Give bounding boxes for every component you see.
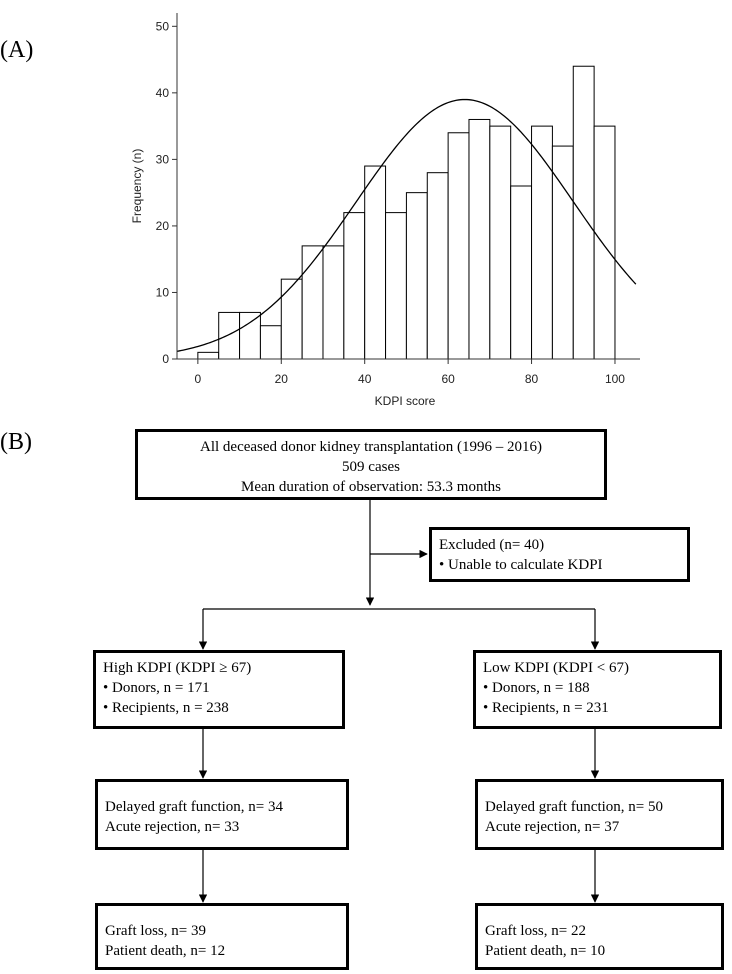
histogram-bar <box>344 213 365 359</box>
high-acute-rejection: Acute rejection, n= 33 <box>105 819 240 835</box>
histogram-bar <box>323 246 344 359</box>
histogram-bar <box>240 312 261 359</box>
low-acute-rejection: Acute rejection, n= 37 <box>485 819 620 835</box>
x-tick-label: 40 <box>358 372 372 386</box>
histogram-bar <box>260 326 281 359</box>
low-loss-box <box>475 903 724 970</box>
histogram-bar <box>594 126 615 359</box>
low-kdpi-donors: • Donors, n = 188 <box>483 680 590 696</box>
histogram-bar <box>386 213 407 359</box>
histogram-bar <box>427 173 448 359</box>
high-kdpi-box <box>93 650 345 729</box>
histogram-bar <box>198 352 219 359</box>
high-outcomes-box <box>95 779 349 850</box>
high-graft-loss: Graft loss, n= 39 <box>105 923 206 939</box>
x-tick-label: 0 <box>194 372 202 386</box>
excluded-box <box>429 527 690 582</box>
y-tick-label: 0 <box>162 352 169 366</box>
histogram-bar <box>281 279 302 359</box>
x-axis-title: KDPI score <box>374 394 436 408</box>
histogram-bar <box>552 146 573 359</box>
histogram-bar <box>365 166 386 359</box>
high-delayed-graft: Delayed graft function, n= 34 <box>105 799 283 815</box>
low-delayed-graft: Delayed graft function, n= 50 <box>485 799 663 815</box>
excluded-count: Excluded (n= 40) <box>439 537 545 553</box>
panel-label-b: (B) <box>0 429 32 455</box>
y-tick-label: 30 <box>155 152 169 167</box>
x-tick-label: 20 <box>274 372 288 386</box>
y-axis-title: Frequency (n) <box>130 148 144 224</box>
x-tick-label: 100 <box>604 372 625 386</box>
high-patient-death: Patient death, n= 12 <box>105 943 226 959</box>
kdpi-histogram <box>0 0 732 420</box>
histogram-bar <box>469 119 490 359</box>
y-tick-label: 20 <box>155 218 169 233</box>
histogram-bar <box>532 126 553 359</box>
excluded-reason: • Unable to calculate KDPI <box>439 557 603 573</box>
low-kdpi-box <box>473 650 722 729</box>
histogram-bar <box>448 133 469 359</box>
histogram-bar <box>406 193 427 359</box>
low-kdpi-title: Low KDPI (KDPI < 67) <box>483 660 629 676</box>
high-kdpi-title: High KDPI (KDPI ≥ 67) <box>103 660 252 676</box>
high-loss-box <box>95 903 349 970</box>
x-tick-label: 80 <box>524 372 539 386</box>
low-outcomes-box <box>475 779 724 850</box>
y-tick-label: 40 <box>155 85 169 100</box>
all-transplants-title: All deceased donor kidney transplantation (1996 – 2016) <box>200 439 542 455</box>
all-transplants-duration: Mean duration of observation: 53.3 months <box>241 479 501 495</box>
y-tick-label: 10 <box>155 285 169 300</box>
histogram-bar <box>511 186 532 359</box>
histogram-bar <box>219 312 240 359</box>
histogram-bar <box>573 66 594 359</box>
low-graft-loss: Graft loss, n= 22 <box>485 923 586 939</box>
all-transplants-box <box>135 429 607 500</box>
high-kdpi-recipients: • Recipients, n = 238 <box>103 700 229 716</box>
all-transplants-cases: 509 cases <box>342 459 400 475</box>
low-kdpi-recipients: • Recipients, n = 231 <box>483 700 609 716</box>
y-tick-label: 50 <box>155 19 169 34</box>
low-patient-death: Patient death, n= 10 <box>485 943 606 959</box>
panel-label-a: (A) <box>0 37 34 63</box>
x-tick-label: 60 <box>441 372 455 386</box>
high-kdpi-donors: • Donors, n = 171 <box>103 680 210 696</box>
histogram-bar <box>490 126 511 359</box>
